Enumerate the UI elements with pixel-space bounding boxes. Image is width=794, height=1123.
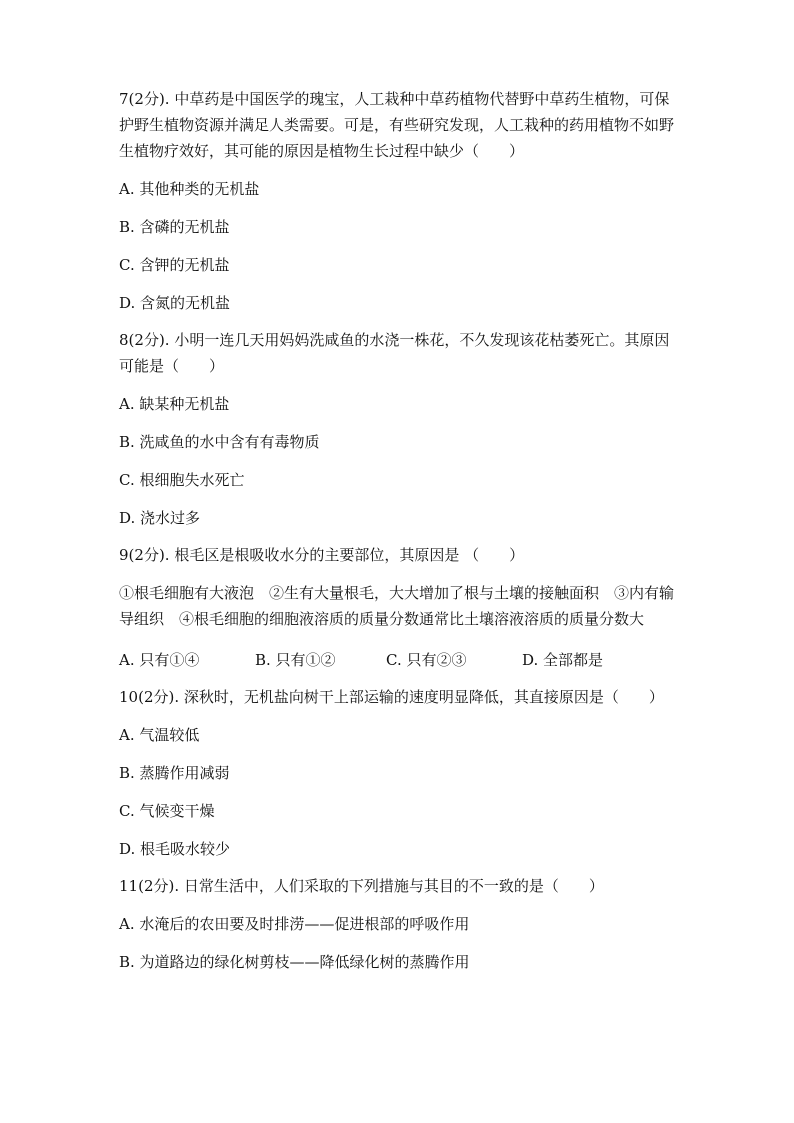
question-stem: 11(2分). 日常生活中，人们采取的下列措施与其目的不一致的是（ ） — [119, 877, 604, 895]
option-a: A. 水淹后的农田要及时排涝——促进根部的呼吸作用 — [119, 915, 470, 933]
option-b: B. 蒸腾作用减弱 — [119, 764, 230, 782]
question-11 — [119, 873, 679, 975]
option-a: A. 缺某种无机盐 — [119, 395, 230, 413]
option-d: D. 含氮的无机盐 — [119, 294, 231, 312]
question-stem: 10(2分). 深秋时，无机盐向树干上部运输的速度明显降低，其直接原因是（ ） — [119, 688, 664, 706]
option-b: B. 含磷的无机盐 — [119, 218, 230, 236]
question-7 — [119, 86, 679, 316]
option-d: D. 全部都是 — [522, 651, 604, 669]
question-10 — [119, 684, 679, 862]
option-b: B. 只有①② — [255, 651, 336, 669]
option-c: C. 气候变干燥 — [119, 802, 215, 820]
question-stem: 8(2分). 小明一连几天用妈妈洗咸鱼的水浇一株花，不久发现该花枯萎死亡。其原因可能是（ ） — [119, 331, 670, 375]
question-8 — [119, 327, 679, 531]
option-c: C. 含钾的无机盐 — [119, 256, 230, 274]
question-stem: 7(2分). 中草药是中国医学的瑰宝，人工栽种中草药植物代替野中草药生植物，可保护野生植物资源并满足人类需要。可是，有些研究发现，人工栽种的药用植物不如野生植物疗效好，其可能的原因是植物生长过程中缺少（ ） — [119, 90, 675, 160]
inline-options — [119, 647, 679, 673]
document-page — [119, 86, 679, 975]
option-d: D. 浇水过多 — [119, 509, 201, 527]
option-d: D. 根毛吸水较少 — [119, 840, 231, 858]
option-b: B. 洗咸鱼的水中含有有毒物质 — [119, 433, 320, 451]
option-a: A. 气温较低 — [119, 726, 200, 744]
option-a: A. 其他种类的无机盐 — [119, 180, 260, 198]
question-statements: ①根毛细胞有大液泡 ②生有大量根毛，大大增加了根与土壤的接触面积 ③内有输导组织 ④根毛细胞的细胞液溶质的质量分数通常比土壤溶液溶质的质量分数大 — [119, 584, 675, 628]
option-c: C. 根细胞失水死亡 — [119, 471, 245, 489]
option-b: B. 为道路边的绿化树剪枝——降低绿化树的蒸腾作用 — [119, 953, 470, 971]
option-a: A. 只有①④ — [119, 651, 200, 669]
question-stem: 9(2分). 根毛区是根吸收水分的主要部位，其原因是 （ ） — [119, 546, 525, 564]
question-9 — [119, 542, 679, 673]
option-c: C. 只有②③ — [386, 651, 467, 669]
